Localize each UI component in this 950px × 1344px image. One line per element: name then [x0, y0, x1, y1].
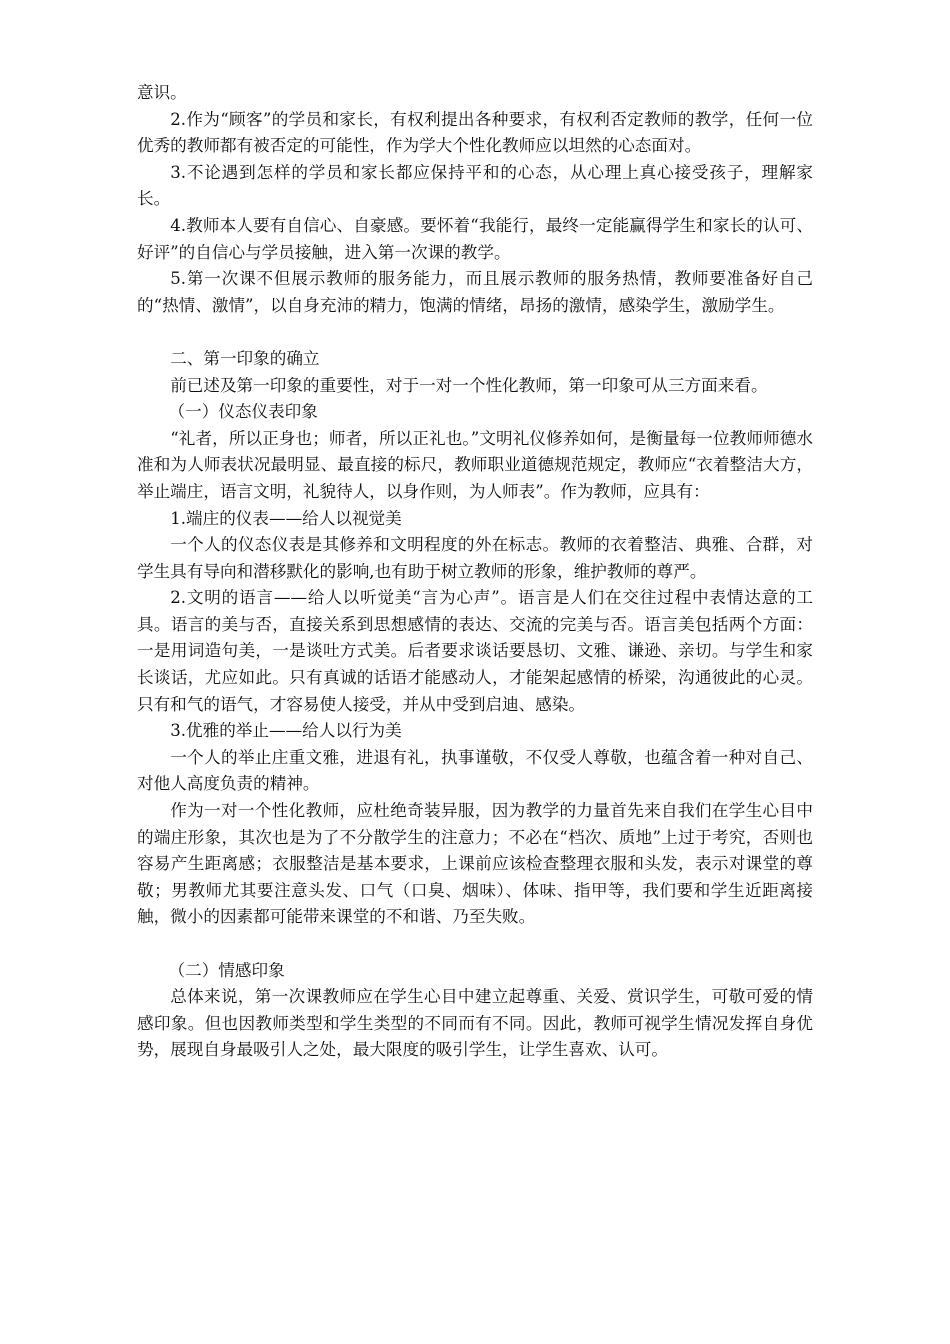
paragraph: 意识。 — [137, 83, 187, 102]
paragraph: 2.作为“顾客”的学员和家长，有权利提出各种要求，有权利否定教师的教学，任何一位优秀的教师都有被否定的可能性，作为学大个性化教师应以坦然的心态面对。 — [137, 109, 813, 156]
paragraph: 5.第一次课不但展示教师的服务能力，而且展示教师的服务热情，教师要准备好自己的“热情、激情”，以自身充沛的精力，饱满的情绪，昂扬的激情，感染学生，激励学生。 — [137, 269, 813, 315]
paragraph: 3.不论遇到怎样的学员和家长都应保持平和的心态，从心理上真心接受孩子，理解家长。 — [137, 162, 813, 209]
blank-line — [137, 319, 813, 346]
paragraph: 作为一对一个性化教师，应杜绝奇装异服，因为教学的力量首先来自我们在学生心目中的端庄形象，其次也是为了不分散学生的注意力；不必在“档次、质地”上过于考究，否则也容易产生距离感；衣服整洁是基本要求，上课前应该检查整理衣服和头发，表示对课堂的尊敬；男教师尤其要注意头发、口气（口臭、烟味）、体味、指甲等，我们要和学生近距离接触，微小的因素都可能带来课堂的不和谐、乃至失败。 — [137, 801, 813, 927]
blank-line — [137, 931, 813, 958]
paragraph: 一个人的仪态仪表是其修养和文明程度的外在标志。教师的衣着整洁、典雅、合群，对学生具有导向和潜移默化的影响,也有助于树立教师的形象，维护教师的尊严。 — [137, 535, 813, 581]
paragraph: 前已述及第一印象的重要性，对于一对一个性化教师，第一印象可从三方面来看。 — [170, 375, 768, 395]
subsection-heading: （二）情感印象 — [168, 960, 285, 980]
list-item-heading: 1.端庄的仪表——给人以视觉美 — [170, 508, 402, 528]
paragraph: 4.教师本人要有自信心、自豪感。要怀着“我能行，最终一定能赢得学生和家长的认可、好评”的自信心与学员接触，进入第一次课的教学。 — [137, 215, 813, 262]
paragraph: 2.文明的语言——给人以听觉美“言为心声”。语言是人们在交往过程中表情达意的工具。语言的美与否，直接关系到思想感情的表达、交流的完美与否。语言美包括两个方面：一是用词造句美，一是谈吐方式美。后者要求谈话要恳切、文雅、谦逊、亲切。与学生和家长谈话，尤应如此。只有真诚的话语才能感动人，才能架起感情的桥梁，沟通彼此的心灵。只有和气的语气，才容易使人接受，并从中受到启迪、感染。 — [137, 588, 813, 714]
list-item-heading: 3.优雅的举止——给人以行为美 — [170, 721, 402, 741]
subsection-heading: （一）仪态仪表印象 — [168, 402, 318, 422]
section-heading: 二、第一印象的确立 — [170, 348, 320, 368]
paragraph: “礼者，所以正身也；师者，所以正礼也。”文明礼仪修养如何，是衡量每一位教师师德水准和为人师表状况最明显、最直接的标尺，教师职业道德规范规定，教师应“衣着整洁大方，举止端庄，语言文明，礼貌待人，以身作则，为人师表”。作为教师，应具有： — [137, 428, 813, 501]
paragraph: 一个人的举止庄重文雅，进退有礼，执事谨敬，不仅受人尊敬，也蕴含着一种对自己、对他人高度负责的精神。 — [137, 747, 813, 794]
document-page — [137, 80, 813, 1064]
paragraph: 总体来说，第一次课教师应在学生心目中建立起尊重、关爱、赏识学生，可敬可爱的情感印象。但也因教师类型和学生类型的不同而有不同。因此，教师可视学生情况发挥自身优势，展现自身最吸引人之处，最大限度的吸引学生，让学生喜欢、认可。 — [137, 987, 813, 1060]
